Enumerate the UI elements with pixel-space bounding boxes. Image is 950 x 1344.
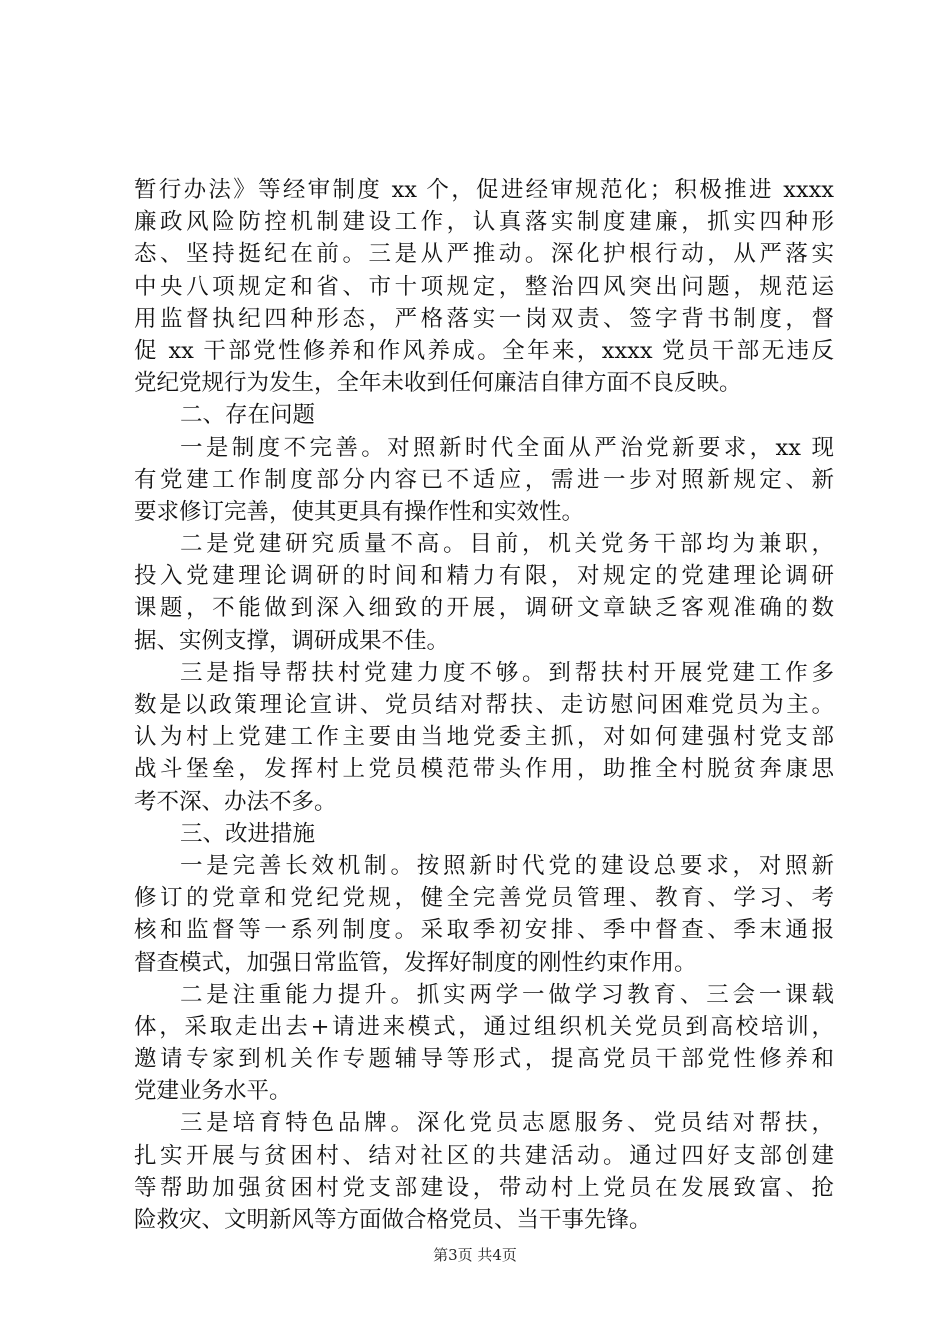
text-line: 暂行办法》等经审制度 xx 个，促进经审规范化；积极推进 xxxx: [134, 177, 834, 203]
section-heading: 二、存在问题: [180, 402, 316, 429]
text-line: 数是以政策理论宣讲、党员结对帮扶、走访慰问困难党员为主。: [134, 692, 834, 718]
text-line: 廉政风险防控机制建设工作，认真落实制度建廉，抓实四种形: [134, 209, 834, 236]
text-line: 中央八项规定和省、市十项规定，整治四风突出问题，规范运: [134, 273, 834, 300]
text-line: 修订的党章和党纪党规，健全完善党员管理、教育、学习、考: [134, 885, 834, 912]
paragraph-first-line: 一是完善长效机制。按照新时代党的建设总要求，对照新: [180, 852, 834, 879]
text-line: 考不深、办法不多。: [134, 788, 337, 815]
paragraph-first-line: 一是制度不完善。对照新时代全面从严治党新要求，xx 现: [180, 434, 834, 461]
paragraph-first-line: 三是指导帮扶村党建力度不够。到帮扶村开展党建工作多: [180, 659, 834, 686]
page-number-footer: 第3页 共4页: [433, 1246, 517, 1264]
text-line: 等帮助加强贫困村党支部建设，带动村上党员在发展致富、抢: [134, 1174, 834, 1201]
text-line: 核和监督等一系列制度。采取季初安排、季中督查、季末通报: [134, 917, 834, 944]
text-line: 险救灾、文明新风等方面做合格党员、当干事先锋。: [134, 1207, 652, 1233]
text-line: 课题，不能做到深入细致的开展，调研文章缺乏客观准确的数: [134, 595, 834, 622]
paragraph-first-line: 二是注重能力提升。抓实两学一做学习教育、三会一课载: [180, 981, 834, 1008]
text-line: 党建业务水平。: [134, 1078, 292, 1105]
text-line: 邀请专家到机关作专题辅导等形式，提高党员干部党性修养和: [134, 1046, 834, 1073]
paragraph-first-line: 二是党建研究质量不高。目前，机关党务干部均为兼职，: [180, 531, 834, 558]
section-heading: 三、改进措施: [180, 820, 316, 847]
text-line: 党纪党规行为发生，全年未收到任何廉洁自律方面不良反映。: [134, 370, 742, 397]
text-line: 有党建工作制度部分内容已不适应，需进一步对照新规定、新: [134, 466, 834, 493]
text-line: 要求修订完善，使其更具有操作性和实效性。: [134, 498, 585, 525]
text-line: 督查模式，加强日常监管，发挥好制度的刚性约束作用。: [134, 949, 697, 976]
text-line: 据、实例支撑，调研成果不佳。: [134, 627, 450, 654]
text-line: 用监督执纪四种形态，严格落实一岗双责、签字背书制度，督: [134, 305, 834, 332]
text-line: 态、坚持挺纪在前。三是从严推动。深化护根行动，从严落实: [134, 241, 834, 268]
text-line: 促 xx 干部党性修养和作风养成。全年来，xxxx 党员干部无违反: [134, 337, 834, 364]
text-line: 认为村上党建工作主要由当地党委主抓，对如何建强村党支部: [134, 724, 834, 751]
text-line: 扎实开展与贫困村、结对社区的共建活动。通过四好支部创建: [134, 1142, 834, 1169]
paragraph-first-line: 三是培育特色品牌。深化党员志愿服务、党员结对帮扶，: [180, 1110, 834, 1137]
document-body: [134, 174, 834, 1236]
text-line: 战斗堡垒，发挥村上党员模范带头作用，助推全村脱贫奔康思: [134, 756, 834, 783]
text-line: 体，采取走出去+请进来模式，通过组织机关党员到高校培训，: [134, 1013, 834, 1040]
text-line: 投入党建理论调研的时间和精力有限，对规定的党建理论调研: [134, 563, 834, 590]
